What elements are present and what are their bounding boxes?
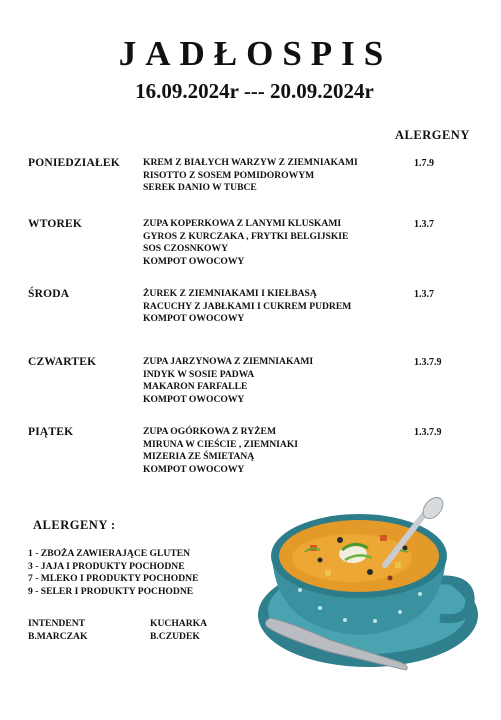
signature-intendent (28, 618, 87, 643)
dish: ZUPA OGÓRKOWA Z RYŻEM (143, 426, 277, 437)
signature-name: B.MARCZAK (28, 630, 88, 642)
dish: RACUCHY Z JABŁKAMI I CUKREM PUDREM (143, 300, 352, 312)
legend-item: 3 - JAJA I PRODUKTY POCHODNE (28, 560, 185, 572)
dish: KOMPOT OWOCOWY (143, 313, 245, 324)
dish: MAKARON FARFALLE (143, 381, 248, 392)
allergens-column-header: ALERGENY (395, 128, 470, 142)
dish: MIRUNA W CIEŚCIE , ZIEMNIAKI (143, 438, 299, 450)
day-name: WTOREK (28, 218, 83, 230)
dish: KREM Z BIAŁYCH WARZYW Z ZIEMNIAKAMI (143, 157, 358, 168)
dish: ŻUREK Z ZIEMNIAKAMI I KIEŁBASĄ (143, 288, 317, 299)
allergen-codes: 1.3.7.9 (414, 427, 442, 438)
signature-role: KUCHARKA (150, 618, 208, 629)
dish: ZUPA JARZYNOWA Z ZIEMNIAKAMI (143, 356, 314, 367)
signature-role: INTENDENT (28, 618, 86, 629)
signature-cook (150, 618, 207, 643)
soup-bowl-illustration (250, 490, 480, 680)
allergen-codes: 1.3.7 (414, 219, 434, 230)
dish: ZUPA KOPERKOWA Z LANYMI KLUSKAMI (143, 218, 342, 229)
dish: GYROS Z KURCZAKA , FRYTKI BELGIJSKIE (143, 230, 349, 242)
legend-item: 9 - SELER I PRODUKTY POCHODNE (28, 585, 194, 597)
dish: INDYK W SOSIE PADWA (143, 368, 255, 380)
allergen-legend-title: ALERGENY : (33, 518, 116, 532)
menu-title: JADŁOSPIS (118, 34, 393, 73)
allergen-codes: 1.7.9 (414, 158, 434, 169)
dish: KOMPOT OWOCOWY (143, 463, 245, 475)
allergen-codes: 1.3.7 (414, 289, 434, 300)
dish-list (143, 426, 298, 476)
dish-list (143, 157, 358, 195)
day-name: ŚRODA (28, 288, 70, 300)
day-name: CZWARTEK (28, 356, 97, 368)
dish-list (143, 356, 313, 406)
legend-item: 1 - ZBOŻA ZAWIERAJĄCE GLUTEN (28, 548, 191, 559)
dish: MIZERIA ZE ŚMIETANĄ (143, 451, 255, 462)
dish: KOMPOT OWOCOWY (143, 393, 245, 405)
signature-name: B.CZUDEK (150, 630, 200, 642)
date-range: 16.09.2024r --- 20.09.2024r (135, 79, 374, 103)
legend-item: 7 - MLEKO I PRODUKTY POCHODNE (28, 573, 199, 584)
allergen-codes: 1.3.7.9 (414, 357, 442, 368)
dish: SOS CZOSNKOWY (143, 243, 229, 254)
day-name: PIĄTEK (28, 426, 74, 438)
dish: SEREK DANIO W TUBCE (143, 182, 257, 193)
day-name: PONIEDZIAŁEK (28, 157, 120, 169)
dish-list (143, 218, 348, 268)
dish: RISOTTO Z SOSEM POMIDOROWYM (143, 169, 315, 181)
dish: KOMPOT OWOCOWY (143, 255, 245, 267)
allergen-legend (28, 548, 198, 598)
dish-list (143, 288, 351, 326)
